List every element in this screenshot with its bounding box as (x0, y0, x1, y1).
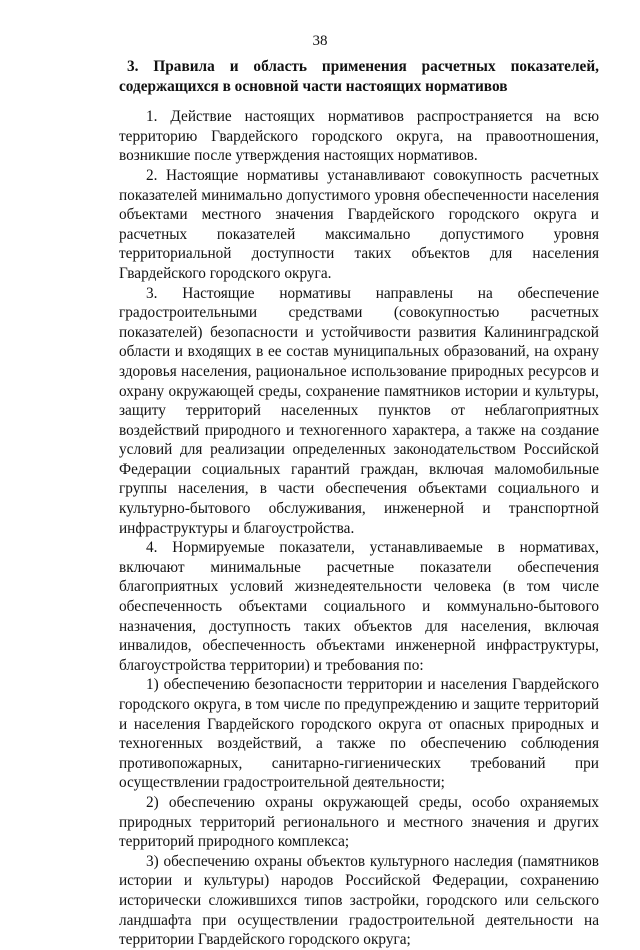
paragraph-2: 2. Настоящие нормативы устанавливают совокупность расчетных показателей минимально допустимого уровня обеспеченности населения объектами местного значения Гвардейского городского округа и расчетных показателей максимально допустимого уровня территориальной доступности таких объектов для населения Гвардейского городского округа. (119, 166, 599, 282)
page-number: 38 (312, 33, 328, 49)
list-item-1: 1) обеспечению безопасности территории и населения Гвардейского городского округа, в том числе по предупреждению и защите территорий и населения Гвардейского городского округа от опасных природных и техногенных воздействий, а также по обеспечению соблюдения противопожарных, санитарно-гигиенических требований при осуществлении градостроительной деятельности; (119, 676, 599, 792)
paragraph-1: 1. Действие настоящих нормативов распространяется на всю территорию Гвардейского городского округа, на правоотношения, возникшие после утверждения настоящих нормативов. (119, 108, 599, 165)
section-body (119, 57, 599, 950)
list-item-2: 2) обеспечению охраны окружающей среды, особо охраняемых природных территорий регионального и местного значения и других территорий природного комплекса; (119, 793, 599, 851)
paragraph-3: 3. Настоящие нормативы направлены на обеспечение градостроительными средствами (совокупностью расчетных показателей) безопасности и устойчивости развития Калининградской области и входящих в ее состав муниципальных образований, на охрану здоровья населения, рациональное использование природных ресурсов и охрану окружающей среды, сохранение памятников истории и культуры, защиту территорий населенных пунктов от неблагоприятных воздействий природного и техногенного характера, а также на создание условий для реализации определенных законодательством Российской Федерации социальных гарантий граждан, включая маломобильные группы населения, в части обеспечения объектами социального и культурно-бытового обслуживания, инженерной и транспортной инфраструктуры и благоустройства. (119, 284, 599, 537)
paragraph-4: 4. Нормируемые показатели, устанавливаемые в нормативах, включают минимальные расчетные показатели обеспечения благоприятных условий жизнедеятельности человека (в том числе обеспеченность объектами социального и коммунально-бытового назначения, доступность таких объектов для населения, включая инвалидов, обеспеченность объектами инженерной инфраструктуры, благоустройства территории) и требования по: (119, 539, 599, 674)
list-item-3: 3) обеспечению охраны объектов культурного наследия (памятников истории и культуры) народов Российской Федерации, сохранению исторически сложившихся типов застройки, городского или сельского ландшафта при осуществлении градостроительной деятельности на территории Гвардейского городского округа; (119, 852, 599, 949)
section-heading: 3. Правила и область применения расчетных показателей, содержащихся в основной части настоящих нормативов (119, 58, 599, 95)
